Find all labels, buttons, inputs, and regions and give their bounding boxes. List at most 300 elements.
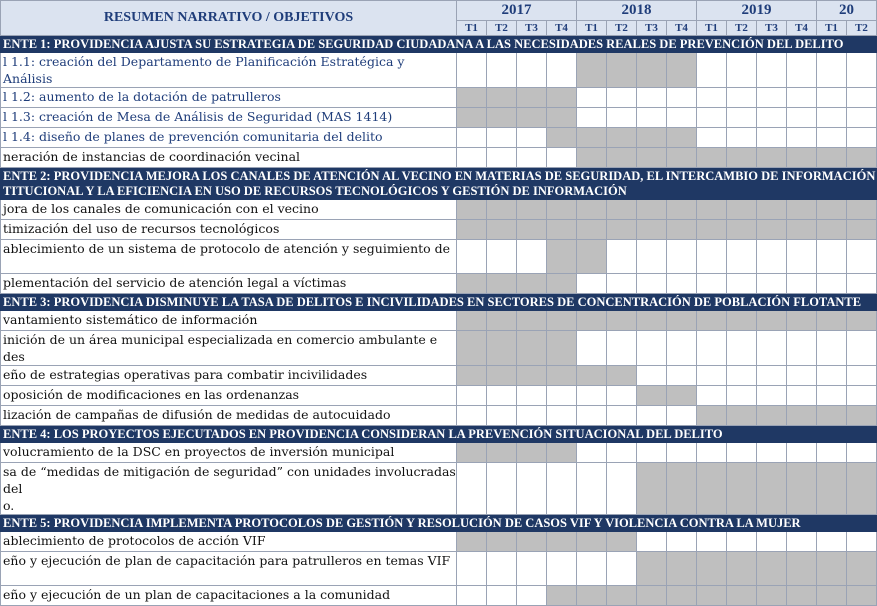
- schedule-cell-active: [637, 386, 667, 406]
- schedule-cell-active: [607, 200, 637, 220]
- schedule-cell-active: [577, 53, 607, 88]
- schedule-cell-empty: [757, 53, 787, 88]
- activity-description: eño y ejecución de plan de capacitación para patrulleros en temas VIF: [3, 553, 451, 568]
- activity-label: [1, 148, 457, 168]
- schedule-cell-active: [547, 274, 577, 294]
- schedule-cell-active: [577, 311, 607, 331]
- quarter-header-4: T4: [547, 21, 577, 36]
- schedule-cell-active: [607, 220, 637, 240]
- schedule-cell-empty: [637, 274, 667, 294]
- schedule-cell-active: [607, 53, 637, 88]
- schedule-cell-active: [637, 200, 667, 220]
- schedule-cell-empty: [727, 443, 757, 463]
- schedule-cell-empty: [487, 240, 517, 274]
- schedule-cell-empty: [577, 443, 607, 463]
- schedule-cell-empty: [757, 240, 787, 274]
- schedule-cell-active: [847, 406, 877, 426]
- schedule-cell-empty: [637, 88, 667, 108]
- schedule-cell-empty: [787, 53, 817, 88]
- activity-label: [1, 586, 457, 606]
- component-row: [1, 515, 877, 532]
- schedule-cell-active: [487, 88, 517, 108]
- schedule-cell-empty: [817, 532, 847, 552]
- schedule-cell-active: [817, 552, 847, 586]
- schedule-cell-active: [847, 220, 877, 240]
- activity-description: ablecimiento de un sistema de protocolo de atención y seguimiento de: [3, 241, 451, 256]
- schedule-cell-active: [727, 200, 757, 220]
- schedule-cell-empty: [577, 331, 607, 366]
- schedule-cell-active: [577, 532, 607, 552]
- schedule-cell-active: [727, 311, 757, 331]
- quarter-header-7: T3: [637, 21, 667, 36]
- schedule-cell-empty: [637, 443, 667, 463]
- schedule-cell-empty: [457, 463, 487, 515]
- activity-row: [1, 532, 877, 552]
- schedule-cell-empty: [517, 128, 547, 148]
- schedule-cell-active: [487, 532, 517, 552]
- schedule-cell-empty: [817, 108, 847, 128]
- activity-description: plementación del servicio de atención legal a víctimas: [3, 275, 347, 290]
- schedule-cell-active: [787, 552, 817, 586]
- schedule-cell-empty: [787, 108, 817, 128]
- schedule-cell-active: [457, 220, 487, 240]
- quarter-header-13: T1: [817, 21, 847, 36]
- activity-row: [1, 53, 877, 88]
- schedule-cell-active: [637, 463, 667, 515]
- schedule-cell-active: [517, 532, 547, 552]
- schedule-cell-empty: [517, 552, 547, 586]
- schedule-cell-empty: [487, 53, 517, 88]
- component-title: ENTE 1: PROVIDENCIA AJUSTA SU ESTRATEGIA DE SEGURIDAD CIUDADANA A LAS NECESIDADES REALES DE PREVENCIÓN DEL DELITO: [1, 36, 877, 53]
- quarter-header-6: T2: [607, 21, 637, 36]
- schedule-cell-active: [727, 148, 757, 168]
- schedule-cell-empty: [757, 443, 787, 463]
- quarter-header-3: T3: [517, 21, 547, 36]
- schedule-cell-active: [637, 311, 667, 331]
- schedule-cell-active: [637, 586, 667, 606]
- schedule-cell-active: [697, 311, 727, 331]
- schedule-cell-active: [637, 53, 667, 88]
- activity-description: volucramiento de la DSC en proyectos de inversión municipal: [3, 444, 395, 459]
- schedule-cell-empty: [577, 463, 607, 515]
- schedule-cell-active: [787, 586, 817, 606]
- schedule-cell-active: [457, 532, 487, 552]
- schedule-cell-active: [667, 200, 697, 220]
- schedule-cell-active: [667, 386, 697, 406]
- schedule-cell-empty: [457, 386, 487, 406]
- schedule-cell-empty: [727, 386, 757, 406]
- schedule-cell-active: [817, 406, 847, 426]
- schedule-cell-empty: [697, 88, 727, 108]
- schedule-cell-active: [847, 311, 877, 331]
- schedule-cell-empty: [847, 88, 877, 108]
- schedule-cell-active: [577, 220, 607, 240]
- schedule-cell-empty: [577, 274, 607, 294]
- schedule-cell-empty: [457, 53, 487, 88]
- component-title: ENTE 4: LOS PROYECTOS EJECUTADOS EN PROVIDENCIA CONSIDERAN LA PREVENCIÓN SITUACIONAL DEL DELITO: [1, 426, 877, 443]
- component-row: [1, 36, 877, 53]
- quarter-header-14: T2: [847, 21, 877, 36]
- schedule-cell-active: [547, 366, 577, 386]
- activity-label: [1, 366, 457, 386]
- activity-description: aumento de la dotación de patrulleros: [35, 89, 281, 104]
- schedule-cell-empty: [787, 274, 817, 294]
- schedule-cell-active: [457, 311, 487, 331]
- schedule-cell-active: [727, 552, 757, 586]
- schedule-cell-empty: [487, 406, 517, 426]
- schedule-cell-active: [517, 200, 547, 220]
- component-title: ENTE 3: PROVIDENCIA DISMINUYE LA TASA DE DELITOS E INCIVILIDADES EN SECTORES DE CONCENTRACIÓN DE POBLACIÓN FLOTANTE: [1, 294, 877, 311]
- schedule-cell-empty: [547, 148, 577, 168]
- schedule-cell-empty: [757, 366, 787, 386]
- activity-description: eño y ejecución de un plan de capacitaciones a la comunidad: [3, 587, 391, 602]
- schedule-cell-active: [817, 200, 847, 220]
- schedule-cell-empty: [757, 386, 787, 406]
- quarter-header-2: T2: [487, 21, 517, 36]
- activity-label: [1, 240, 457, 274]
- schedule-cell-empty: [697, 443, 727, 463]
- quarter-header-5: T1: [577, 21, 607, 36]
- schedule-cell-active: [667, 220, 697, 240]
- schedule-cell-active: [787, 406, 817, 426]
- schedule-cell-active: [607, 311, 637, 331]
- schedule-cell-empty: [457, 406, 487, 426]
- schedule-cell-active: [517, 331, 547, 366]
- schedule-cell-empty: [787, 443, 817, 463]
- schedule-cell-active: [487, 331, 517, 366]
- schedule-cell-empty: [847, 274, 877, 294]
- schedule-cell-empty: [817, 331, 847, 366]
- schedule-cell-empty: [517, 148, 547, 168]
- schedule-cell-empty: [577, 108, 607, 128]
- schedule-cell-empty: [817, 274, 847, 294]
- year-20: 20: [817, 1, 877, 21]
- activity-row: [1, 200, 877, 220]
- schedule-cell-empty: [787, 386, 817, 406]
- schedule-cell-active: [697, 220, 727, 240]
- quarter-header-1: T1: [457, 21, 487, 36]
- schedule-cell-active: [487, 311, 517, 331]
- schedule-cell-active: [457, 331, 487, 366]
- activity-description: sa de “medidas de mitigación de seguridad” con unidades involucradas del o.: [3, 464, 456, 513]
- schedule-cell-empty: [457, 552, 487, 586]
- schedule-cell-empty: [487, 463, 517, 515]
- component-title: ENTE 2: PROVIDENCIA MEJORA LOS CANALES DE ATENCIÓN AL VECINO EN MATERIAS DE SEGURIDAD, EL INTERCAMBIO DE INFORMACIÓN TITUCIONAL Y LA EFICIENCIA EN USO DE RECURSOS TECNOLÓGICOS Y GESTIÓN DE INFORMACIÓN: [1, 168, 877, 200]
- schedule-cell-empty: [817, 366, 847, 386]
- schedule-cell-empty: [697, 128, 727, 148]
- quarter-header-11: T3: [757, 21, 787, 36]
- activity-label: [1, 406, 457, 426]
- schedule-cell-active: [547, 443, 577, 463]
- activity-label: [1, 386, 457, 406]
- schedule-cell-active: [607, 532, 637, 552]
- schedule-cell-empty: [547, 53, 577, 88]
- schedule-cell-empty: [577, 386, 607, 406]
- activity-row: [1, 311, 877, 331]
- schedule-cell-empty: [667, 108, 697, 128]
- activity-label: [1, 311, 457, 331]
- schedule-cell-active: [667, 552, 697, 586]
- schedule-cell-active: [847, 586, 877, 606]
- schedule-cell-active: [667, 148, 697, 168]
- schedule-cell-empty: [727, 128, 757, 148]
- schedule-cell-empty: [547, 386, 577, 406]
- activity-row: [1, 220, 877, 240]
- schedule-cell-empty: [847, 386, 877, 406]
- schedule-cell-active: [487, 366, 517, 386]
- schedule-cell-active: [817, 220, 847, 240]
- quarter-header-8: T4: [667, 21, 697, 36]
- schedule-cell-active: [817, 463, 847, 515]
- schedule-cell-active: [847, 552, 877, 586]
- activity-row: [1, 240, 877, 274]
- schedule-cell-empty: [607, 386, 637, 406]
- activity-description: timización del uso de recursos tecnológicos: [3, 221, 280, 236]
- schedule-cell-empty: [487, 552, 517, 586]
- activity-description: ablecimiento de protocolos de acción VIF: [3, 533, 266, 548]
- activity-description: inición de un área municipal especializada en comercio ambulante e des: [3, 332, 438, 364]
- schedule-cell-empty: [697, 331, 727, 366]
- schedule-cell-active: [547, 240, 577, 274]
- schedule-cell-active: [517, 311, 547, 331]
- schedule-cell-active: [457, 88, 487, 108]
- schedule-cell-empty: [697, 274, 727, 294]
- schedule-cell-empty: [697, 366, 727, 386]
- activity-code: l 1.2:: [3, 89, 36, 104]
- schedule-cell-active: [727, 463, 757, 515]
- schedule-cell-active: [727, 406, 757, 426]
- schedule-cell-active: [517, 274, 547, 294]
- activity-row: [1, 274, 877, 294]
- schedule-cell-empty: [487, 586, 517, 606]
- schedule-cell-active: [667, 463, 697, 515]
- schedule-cell-empty: [847, 443, 877, 463]
- schedule-cell-empty: [637, 108, 667, 128]
- schedule-cell-active: [847, 463, 877, 515]
- schedule-cell-empty: [517, 386, 547, 406]
- activity-description: creación de Mesa de Análisis de Seguridad (MAS 1414): [35, 109, 393, 124]
- schedule-cell-empty: [667, 331, 697, 366]
- schedule-cell-empty: [457, 586, 487, 606]
- schedule-cell-empty: [787, 366, 817, 386]
- schedule-cell-empty: [757, 88, 787, 108]
- schedule-cell-empty: [607, 108, 637, 128]
- schedule-cell-empty: [757, 532, 787, 552]
- schedule-cell-empty: [457, 128, 487, 148]
- schedule-cell-active: [457, 200, 487, 220]
- year-2019: 2019: [697, 1, 817, 21]
- schedule-cell-active: [637, 220, 667, 240]
- schedule-cell-empty: [667, 366, 697, 386]
- schedule-cell-empty: [727, 53, 757, 88]
- schedule-cell-empty: [697, 386, 727, 406]
- schedule-cell-empty: [607, 240, 637, 274]
- schedule-cell-active: [757, 406, 787, 426]
- schedule-cell-empty: [517, 53, 547, 88]
- schedule-cell-empty: [517, 240, 547, 274]
- schedule-cell-empty: [727, 532, 757, 552]
- schedule-cell-active: [637, 148, 667, 168]
- schedule-cell-active: [487, 220, 517, 240]
- schedule-cell-empty: [817, 386, 847, 406]
- schedule-cell-empty: [637, 366, 667, 386]
- schedule-cell-active: [697, 200, 727, 220]
- schedule-cell-active: [697, 586, 727, 606]
- schedule-cell-empty: [487, 386, 517, 406]
- schedule-cell-active: [667, 53, 697, 88]
- schedule-cell-empty: [697, 53, 727, 88]
- schedule-cell-empty: [697, 108, 727, 128]
- schedule-cell-active: [697, 463, 727, 515]
- schedule-cell-active: [787, 463, 817, 515]
- activity-label: [1, 443, 457, 463]
- activity-description: jora de los canales de comunicación con el vecino: [3, 201, 319, 216]
- schedule-cell-active: [787, 311, 817, 331]
- schedule-cell-empty: [607, 552, 637, 586]
- activity-row: [1, 88, 877, 108]
- component-row: [1, 168, 877, 200]
- activity-label: [1, 463, 457, 515]
- schedule-cell-empty: [727, 274, 757, 294]
- schedule-cell-active: [547, 220, 577, 240]
- schedule-cell-active: [517, 366, 547, 386]
- activity-label: [1, 220, 457, 240]
- schedule-cell-active: [577, 128, 607, 148]
- schedule-cell-empty: [727, 331, 757, 366]
- quarter-header-12: T4: [787, 21, 817, 36]
- schedule-cell-empty: [667, 274, 697, 294]
- schedule-cell-active: [637, 552, 667, 586]
- schedule-cell-active: [757, 148, 787, 168]
- schedule-cell-empty: [577, 552, 607, 586]
- schedule-cell-empty: [847, 53, 877, 88]
- schedule-cell-empty: [637, 532, 667, 552]
- schedule-cell-active: [757, 200, 787, 220]
- schedule-cell-active: [517, 220, 547, 240]
- activity-row: [1, 406, 877, 426]
- schedule-cell-empty: [817, 53, 847, 88]
- schedule-cell-empty: [817, 128, 847, 148]
- schedule-cell-active: [787, 148, 817, 168]
- schedule-cell-empty: [727, 240, 757, 274]
- schedule-cell-empty: [487, 148, 517, 168]
- schedule-cell-empty: [787, 128, 817, 148]
- schedule-cell-active: [577, 200, 607, 220]
- activity-description: neración de instancias de coordinación vecinal: [3, 149, 301, 164]
- activity-label: [1, 88, 457, 108]
- activity-description: oposición de modificaciones en las ordenanzas: [3, 387, 300, 402]
- schedule-cell-empty: [547, 406, 577, 426]
- schedule-cell-active: [847, 148, 877, 168]
- schedule-cell-empty: [757, 274, 787, 294]
- schedule-cell-empty: [457, 240, 487, 274]
- schedule-cell-active: [757, 586, 787, 606]
- schedule-cell-active: [757, 311, 787, 331]
- activity-description: vantamiento sistemático de información: [3, 312, 258, 327]
- schedule-cell-active: [487, 274, 517, 294]
- schedule-cell-active: [607, 148, 637, 168]
- year-header-row: [1, 1, 877, 21]
- schedule-cell-empty: [757, 108, 787, 128]
- activity-label: [1, 552, 457, 586]
- schedule-cell-empty: [847, 108, 877, 128]
- schedule-cell-empty: [517, 586, 547, 606]
- schedule-cell-active: [757, 463, 787, 515]
- activity-code: l 1.4:: [3, 129, 36, 144]
- schedule-cell-empty: [607, 406, 637, 426]
- schedule-cell-empty: [637, 406, 667, 426]
- schedule-cell-active: [787, 220, 817, 240]
- schedule-cell-active: [487, 443, 517, 463]
- schedule-cell-active: [517, 108, 547, 128]
- activity-row: [1, 128, 877, 148]
- schedule-cell-active: [547, 586, 577, 606]
- schedule-cell-active: [727, 220, 757, 240]
- schedule-cell-active: [577, 586, 607, 606]
- component-row: [1, 426, 877, 443]
- activity-row: [1, 443, 877, 463]
- schedule-cell-empty: [847, 240, 877, 274]
- schedule-cell-active: [547, 331, 577, 366]
- year-2018: 2018: [577, 1, 697, 21]
- schedule-cell-empty: [607, 331, 637, 366]
- schedule-cell-active: [487, 108, 517, 128]
- schedule-cell-empty: [787, 88, 817, 108]
- schedule-cell-active: [457, 366, 487, 386]
- quarter-header-9: T1: [697, 21, 727, 36]
- schedule-cell-active: [667, 128, 697, 148]
- schedule-cell-active: [697, 406, 727, 426]
- activity-row: [1, 552, 877, 586]
- schedule-cell-active: [757, 552, 787, 586]
- schedule-cell-empty: [607, 88, 637, 108]
- narrative-header: RESUMEN NARRATIVO / OBJETIVOS: [1, 1, 457, 36]
- schedule-cell-empty: [517, 463, 547, 515]
- year-2017: 2017: [457, 1, 577, 21]
- schedule-cell-empty: [757, 331, 787, 366]
- activity-row: [1, 108, 877, 128]
- schedule-cell-active: [817, 586, 847, 606]
- schedule-cell-active: [697, 552, 727, 586]
- schedule-cell-empty: [787, 532, 817, 552]
- schedule-cell-active: [727, 586, 757, 606]
- schedule-cell-empty: [847, 366, 877, 386]
- schedule-cell-empty: [847, 331, 877, 366]
- schedule-cell-empty: [667, 240, 697, 274]
- schedule-cell-active: [547, 532, 577, 552]
- activity-description: lización de campañas de difusión de medidas de autocuidado: [3, 407, 391, 422]
- schedule-cell-empty: [727, 366, 757, 386]
- activity-label: [1, 200, 457, 220]
- activity-row: [1, 366, 877, 386]
- schedule-cell-empty: [847, 128, 877, 148]
- activity-row: [1, 586, 877, 606]
- schedule-cell-empty: [727, 88, 757, 108]
- schedule-cell-empty: [667, 532, 697, 552]
- schedule-cell-empty: [607, 463, 637, 515]
- schedule-cell-empty: [547, 552, 577, 586]
- schedule-cell-empty: [667, 443, 697, 463]
- schedule-cell-empty: [697, 532, 727, 552]
- schedule-cell-empty: [517, 406, 547, 426]
- schedule-cell-active: [757, 220, 787, 240]
- quarter-header-10: T2: [727, 21, 757, 36]
- activity-row: [1, 463, 877, 515]
- schedule-cell-active: [577, 366, 607, 386]
- activity-description: creación del Departamento de Planificación Estratégica y Análisis: [3, 54, 405, 86]
- activity-description: eño de estrategias operativas para combatir incivilidades: [3, 367, 368, 382]
- schedule-cell-empty: [487, 128, 517, 148]
